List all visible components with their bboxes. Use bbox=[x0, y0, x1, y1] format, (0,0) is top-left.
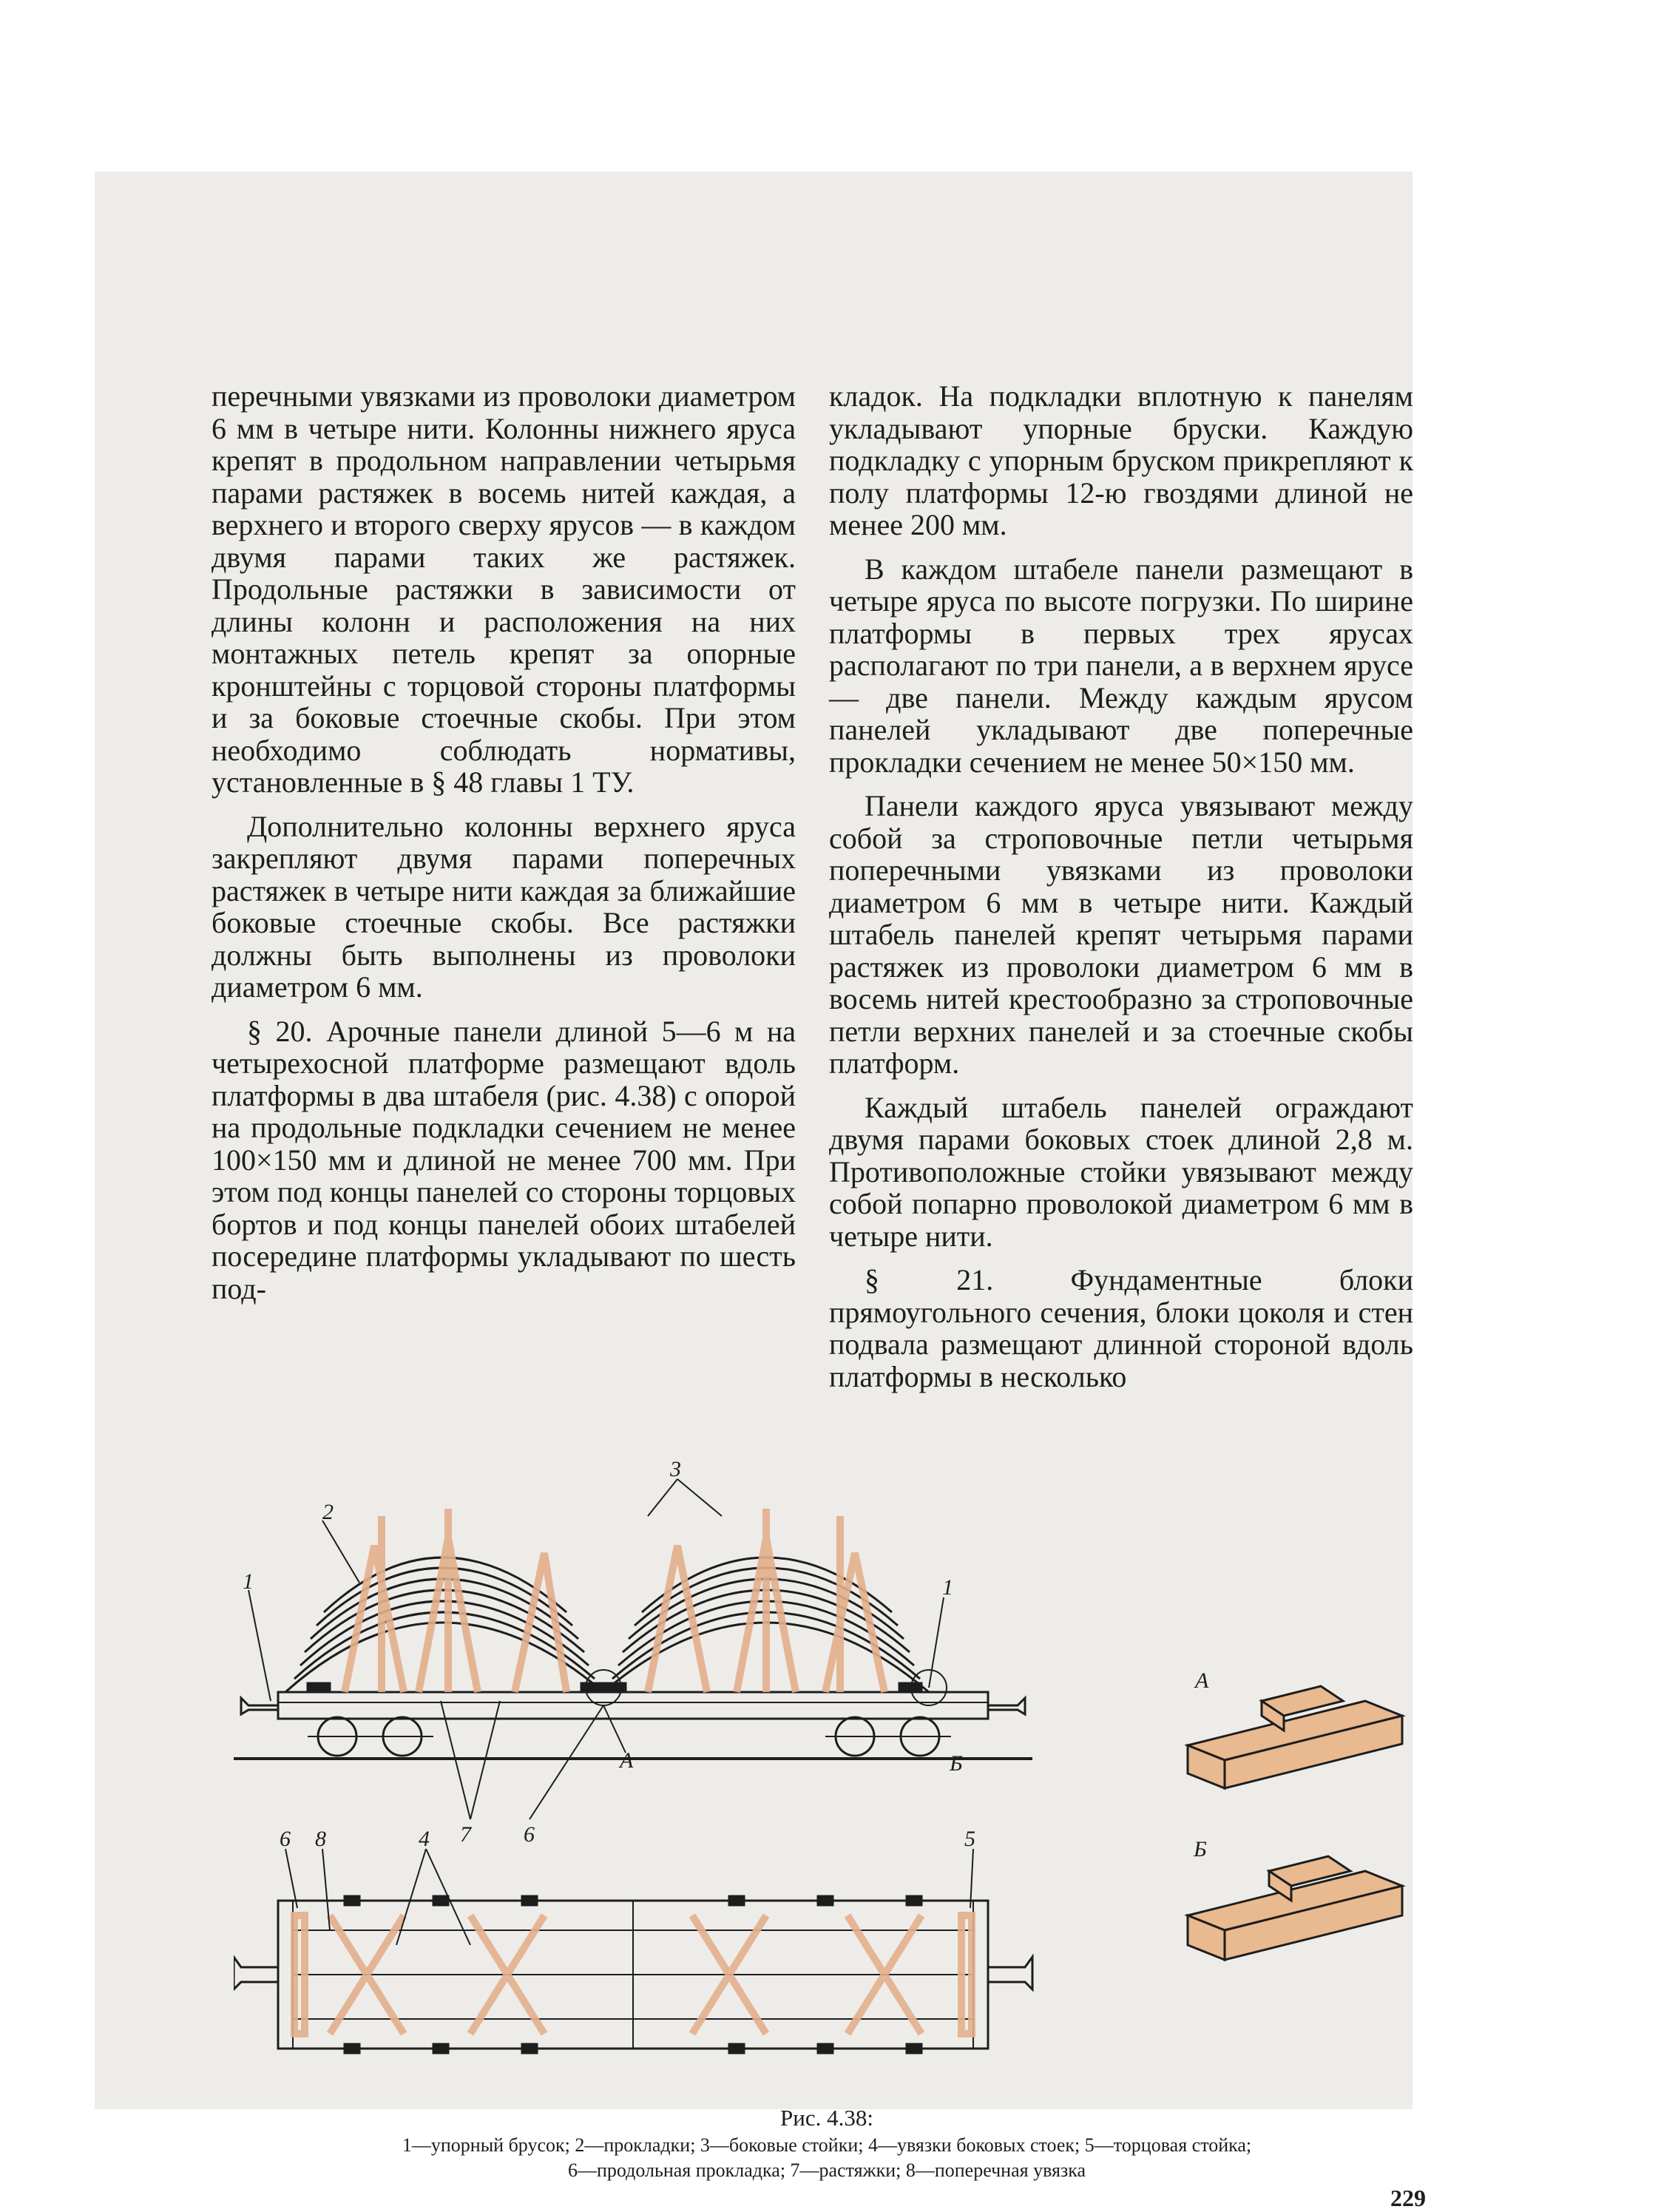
callout-1-right: 1 bbox=[942, 1575, 953, 1600]
callout-1-left: 1 bbox=[243, 1569, 254, 1594]
paragraph: Дополнительно колонны верхнего яруса закрепляют двумя парами поперечных растяжек в четыре нити каждая за ближайшие боковые стоечные скобы. Все растяжки должны быть выполнены из проволоки диаметром 6 мм. bbox=[212, 809, 796, 1004]
paragraph: § 20. Арочные панели длиной 5—6 м на четырехосной платформе размещают вдоль платформы в два штабеля (рис. 4.38) с опорой на продольные подкладки сечением не менее 100×150 мм и длиной не менее 700 мм. При этом под концы панелей со стороны торцовых бортов и под концы панелей обоих штабелей посередине платформы укладывают по шесть под- bbox=[212, 1014, 796, 1305]
caption-num: 2 bbox=[575, 2134, 585, 2156]
callout-5: 5 bbox=[964, 1827, 975, 1851]
paragraph: перечными увязками из проволоки диаметром 6 мм в четыре нити. Колонны нижнего яруса крепят в продольном направлении четырьмя парами растяжек в восемь нитей каждая, а верхнего и второго сверху ярусов — в каждом двумя парами таких же растяжек. Продольные растяжки в зависимости от длины колонн и расположения на них монтажных петель крепят за опорные кронштейны с торцовой стороны платформы и за боковые стоечные скобы. При этом необходимо соблюдать нормативы, установленные в § 48 главы 1 ТУ. bbox=[212, 379, 796, 799]
wire-lashings-side bbox=[345, 1509, 884, 1692]
callout-3: 3 bbox=[670, 1457, 681, 1481]
callout-6-plan: 6 bbox=[280, 1827, 291, 1851]
book-page bbox=[95, 172, 1426, 2211]
caption-num: 6 bbox=[567, 2159, 578, 2181]
paragraph: § 21. Фундаментные блоки прямоугольного сечения, блоки цоколя и стен подвала размещают длинной стороной вдоль платформы в несколько bbox=[829, 1263, 1413, 1393]
callout-b: Б bbox=[950, 1751, 963, 1776]
callout-8: 8 bbox=[315, 1827, 326, 1851]
page-number: 229 bbox=[1390, 2185, 1426, 2211]
left-text-column bbox=[212, 380, 796, 1305]
right-text-column bbox=[829, 380, 1413, 1393]
caption-title: Рис. 4.38: bbox=[780, 2105, 873, 2131]
caption-text: —растяжки; bbox=[799, 2159, 906, 2181]
caption-num: 8 bbox=[905, 2159, 916, 2181]
caption-num: 3 bbox=[700, 2134, 710, 2156]
figure-4-38 bbox=[234, 1457, 1417, 2108]
paragraph: В каждом штабеле панели размещают в четыре яруса по высоте погрузки. По ширине платформы в первых трех ярусах располагают по три панели, а в верхнем ярусе — две панели. Между каждым ярусом панелей укладывают две поперечные прокладки сечением не менее 50×150 мм. bbox=[829, 552, 1413, 779]
coupler-plan-left bbox=[234, 1957, 278, 1989]
callout-7: 7 bbox=[460, 1822, 471, 1847]
platform-deck bbox=[278, 1692, 988, 1719]
caption-legend bbox=[235, 2133, 1418, 2183]
paragraph: Каждый штабель панелей ограждают двумя парами боковых стоек длиной 2,8 м. Противоположные стойки увязывают между собой попарно проволокой диаметром 6 мм в четыре нити. bbox=[829, 1090, 1413, 1253]
paragraph: Панели каждого яруса увязывают между собой за строповочные петли четырьмя поперечными увязками из проволоки диаметром 6 мм в четыре нити. Каждый штабель панелей крепят четырьмя парами растяжек из проволоки диаметром 6 мм в восемь нитей крестообразно за строповочные петли верхних панелей и за стоечные скобы платформ. bbox=[829, 789, 1413, 1080]
figure-caption bbox=[235, 2103, 1418, 2183]
caption-text: —увязки боковых стоек; bbox=[878, 2134, 1085, 2156]
callout-4: 4 bbox=[419, 1827, 430, 1851]
caption-text: —торцовая стойка; bbox=[1094, 2134, 1252, 2156]
detail-b bbox=[1188, 1856, 1402, 1960]
caption-text: —поперечная увязка bbox=[915, 2159, 1086, 2181]
caption-text: —упорный брусок; bbox=[411, 2134, 575, 2156]
coupler-right bbox=[988, 1698, 1025, 1714]
caption-num: 1 bbox=[402, 2134, 412, 2156]
detail-label-a: А bbox=[1195, 1668, 1209, 1693]
caption-num: 7 bbox=[790, 2159, 800, 2181]
callout-2: 2 bbox=[322, 1500, 334, 1524]
caption-num: 5 bbox=[1084, 2134, 1095, 2156]
caption-text: —прокладки; bbox=[584, 2134, 700, 2156]
callout-6: 6 bbox=[524, 1822, 535, 1847]
coupler-plan-right bbox=[988, 1957, 1032, 1989]
callout-a: А bbox=[620, 1748, 634, 1773]
detail-a bbox=[1188, 1686, 1402, 1788]
plan-view bbox=[234, 1896, 1032, 2053]
caption-text: —продольная прокладка; bbox=[577, 2159, 791, 2181]
paragraph: кладок. На подкладки вплотную к панелям укладывают упорные бруски. Каждую подкладку с упорным бруском прикрепляют к полу платформы 12-ю гвоздями длиной не менее 200 мм. bbox=[829, 379, 1413, 541]
caption-text: —боковые стойки; bbox=[709, 2134, 868, 2156]
detail-label-b: Б bbox=[1194, 1837, 1207, 1861]
caption-num: 4 bbox=[868, 2134, 878, 2156]
coupler-left bbox=[241, 1698, 278, 1714]
